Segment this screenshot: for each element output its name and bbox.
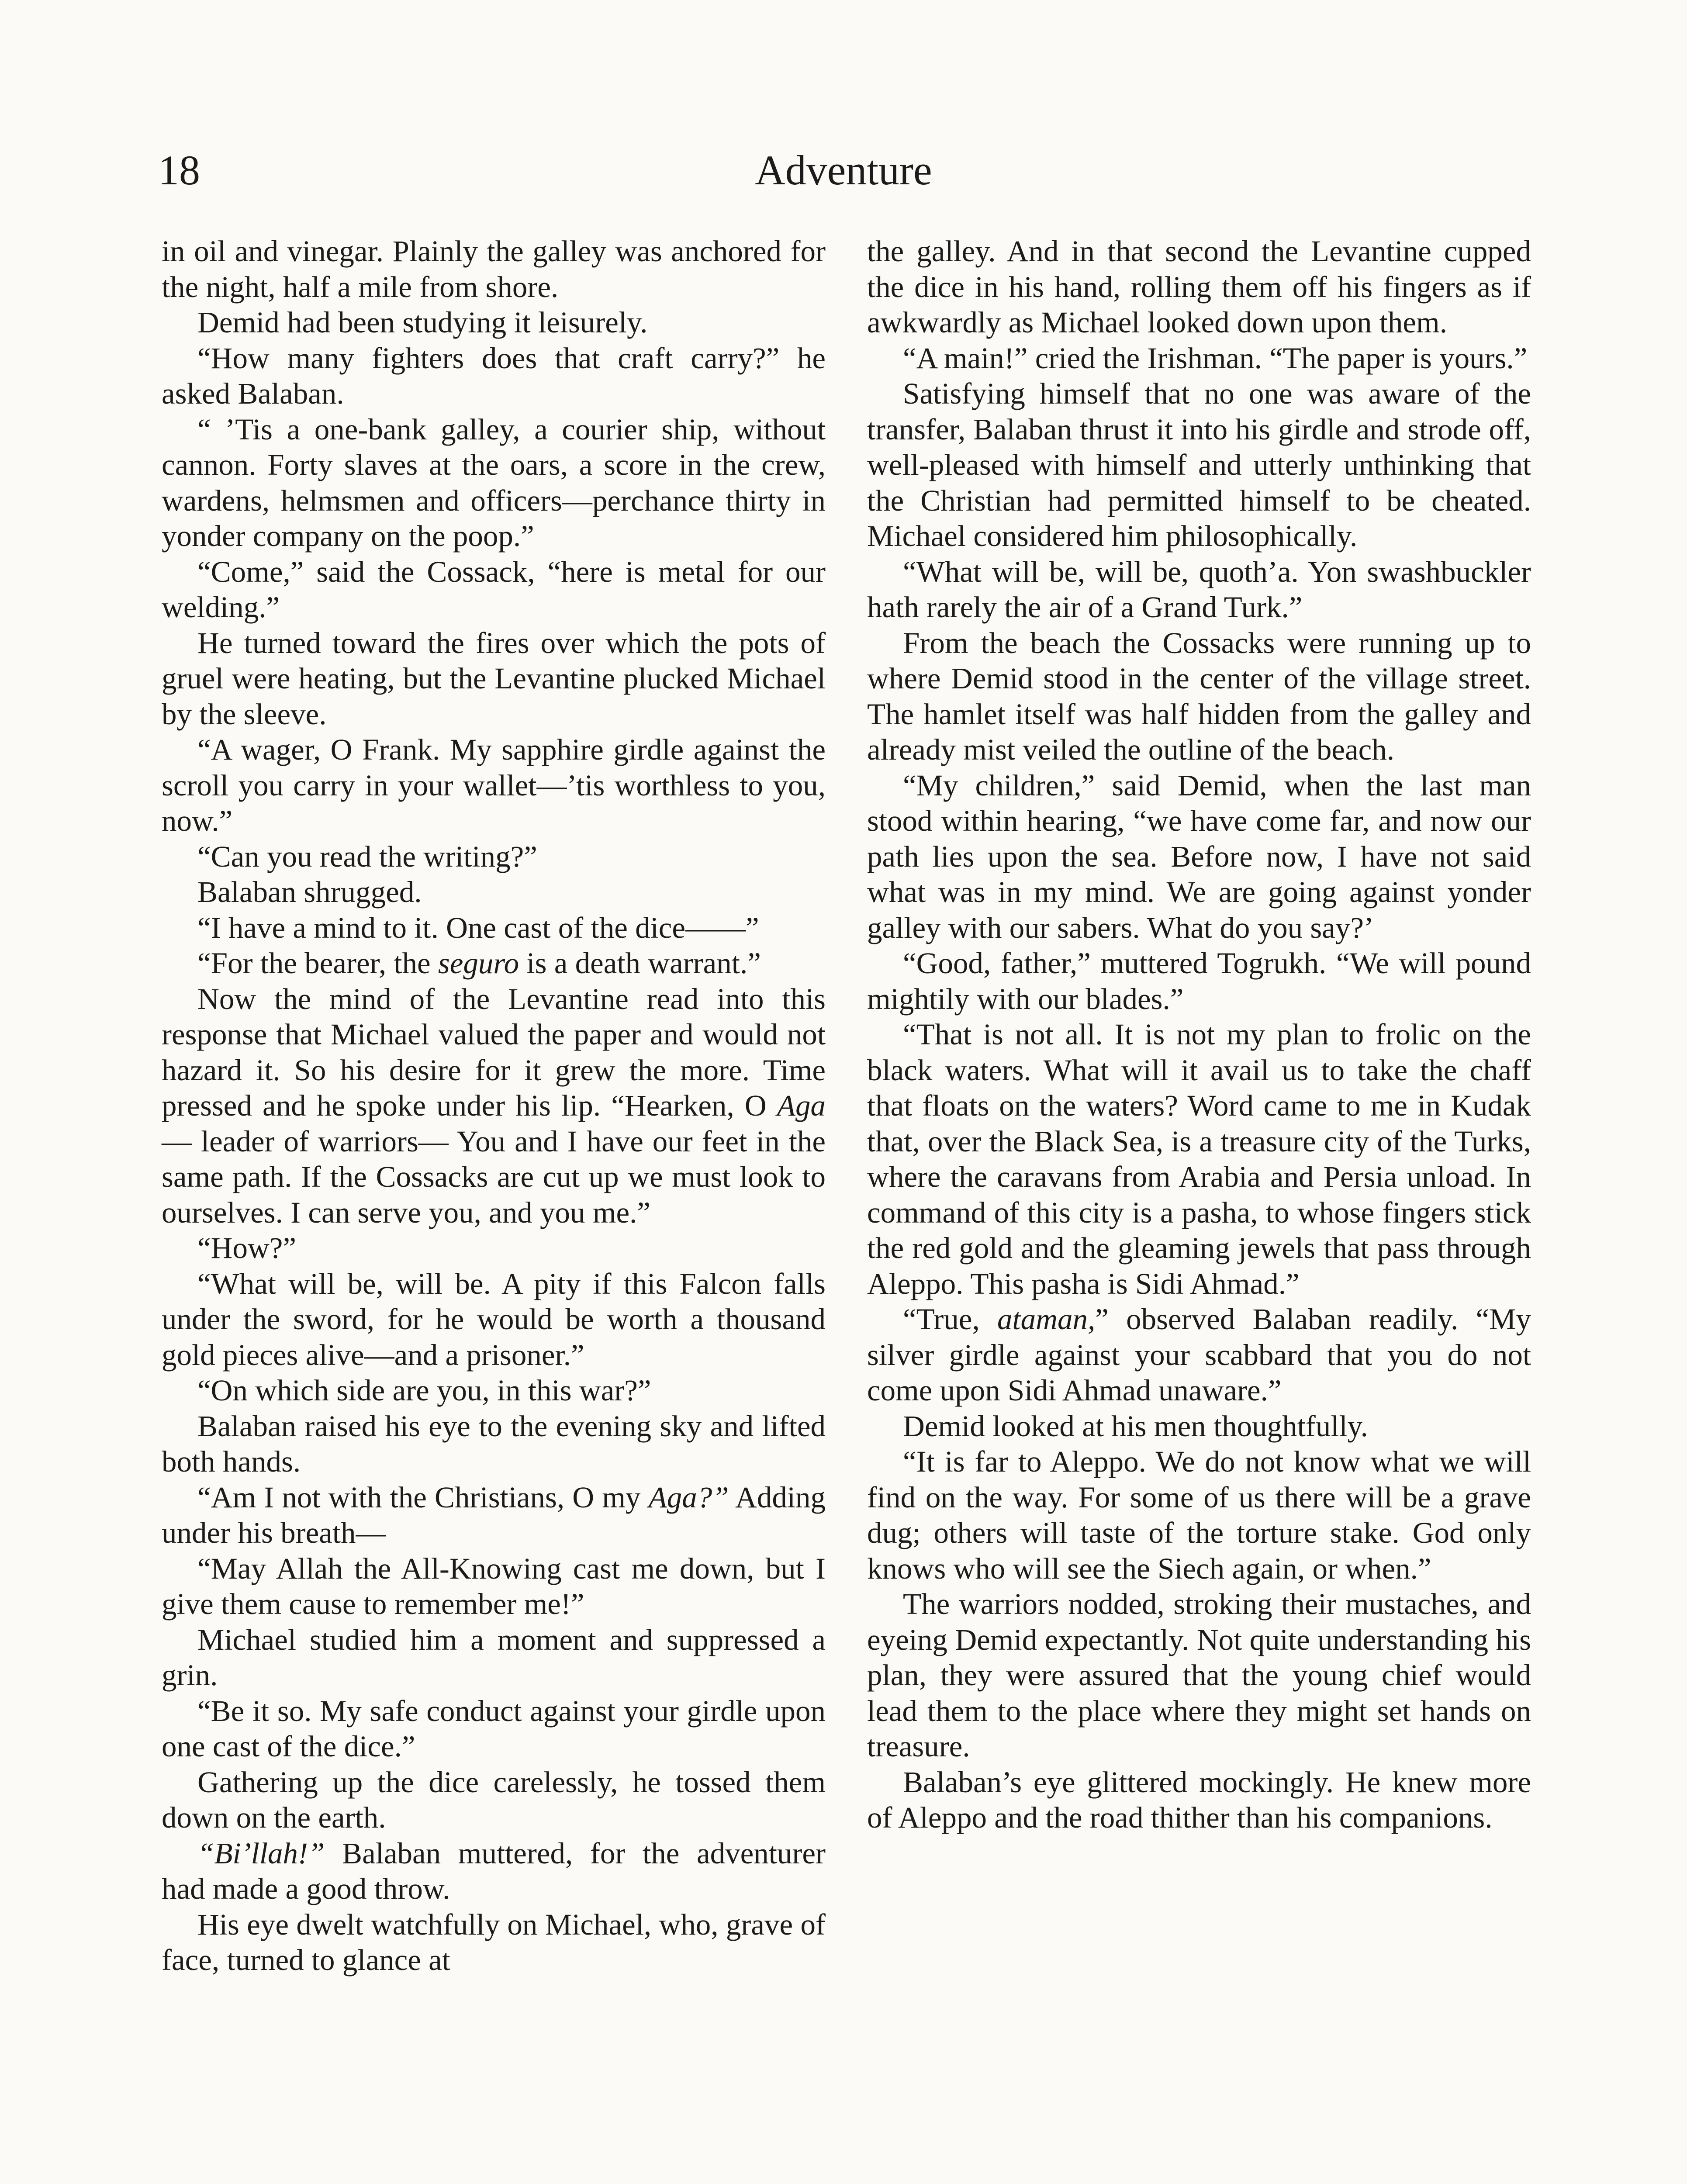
page-header xyxy=(0,144,1687,205)
text-run: ” observed Balaban readily. “My silver girdle against your scabbard that you do not come upon Sidi Ahmad unaware.” xyxy=(867,1303,1531,1407)
paragraph: Demid looked at his men thoughtfully. xyxy=(903,1409,1368,1443)
paragraph: From the beach the Cossacks were running up to where Demid stood in the center of the village street. The hamlet itself was half hidden from the galley and already mist veiled the outline of the beach. xyxy=(867,626,1531,766)
italic-word: Aga?” xyxy=(648,1480,729,1514)
paragraph: “ ’Tis a one-bank galley, a courier ship, without cannon. Forty slaves at the oars, a score in the crew, wardens, helmsmen and officers—perchance thirty in yonder company on the poop.” xyxy=(162,412,826,553)
paragraph xyxy=(162,1836,826,1907)
italic-word: Aga xyxy=(777,1089,826,1122)
paragraph: “My children,” said Demid, when the last man stood within hearing, “we have come far, and now our path lies upon the sea. Before now, I have not said what was in my mind. We are going against yonder galley with our sabers. What do you say?’ xyxy=(867,768,1531,944)
text-run: leader of warriors— You and I have our feet in the same path. If the Cossacks are cut up we must look to ourselves. I can serve you, and you me.” xyxy=(162,1124,826,1229)
text-run: Now the mind of the Levantine read into this response that Michael valued the paper and would not hazard it. So his desire for it grew the more. Time pressed and he spoke under his lip. “Hearken, O xyxy=(162,982,826,1122)
paragraph: “May Allah the All-Knowing cast me down, but I give them cause to remember me!” xyxy=(162,1552,826,1621)
paragraph: in oil and vinegar. Plainly the galley was anchored for the night, half a mile from shore. xyxy=(162,235,826,304)
paragraph xyxy=(867,1302,1531,1409)
page-number: 18 xyxy=(158,147,200,194)
italic-word: “Bi’llah!” xyxy=(197,1836,325,1870)
italic-word: seguro xyxy=(438,947,519,980)
paragraph: He turned toward the fires over which the pots of gruel were heating, but the Levantine plucked Michael by the sleeve. xyxy=(162,626,826,731)
italic-word: ataman, xyxy=(997,1303,1096,1336)
running-title: Adventure xyxy=(755,147,932,194)
text-run: — xyxy=(162,1124,192,1158)
paragraph: “What will be, will be, quoth’a. Yon swashbuckler hath rarely the air of a Grand Turk.” xyxy=(867,555,1531,624)
paragraph: Balaban’s eye glittered mockingly. He knew more of Aleppo and the road thither than his companions. xyxy=(867,1765,1531,1834)
paragraph: “A wager, O Frank. My sapphire girdle against the scroll you carry in your wallet—’tis worthless to you, now.” xyxy=(162,733,826,837)
text-run: “For the bearer, the xyxy=(197,947,438,980)
paragraph: “On which side are you, in this war?” xyxy=(197,1374,651,1407)
paragraph: Gathering up the dice carelessly, he tossed them down on the earth. xyxy=(162,1765,826,1834)
paragraph: “I have a mind to it. One cast of the dice——” xyxy=(197,911,759,944)
paragraph: “Good, father,” muttered Togrukh. “We will pound mightily with our blades.” xyxy=(867,947,1531,1016)
paragraph: the galley. And in that second the Levantine cupped the dice in his hand, rolling them off his fingers as if awkwardly as Michael looked down upon them. xyxy=(867,235,1531,339)
paragraph xyxy=(162,1480,826,1551)
paragraph: Satisfying himself that no one was aware of the transfer, Balaban thrust it into his girdle and strode off, well-pleased with himself and utterly unthinking that the Christian had permitted himself to be cheated. Michael considered him philosophically. xyxy=(867,377,1531,553)
text-run: “Am I not with the Christians, O my xyxy=(197,1480,649,1514)
paragraph: Demid had been studying it leisurely. xyxy=(197,306,648,339)
paragraph: “That is not all. It is not my plan to frolic on the black waters. What will it avail us to take the chaff that floats on the waters? Word came to me in Kudak that, over the Black Sea, is a treasure city of the Turks, where the caravans from Arabia and Persia unload. In command of this city is a pasha, to whose fingers stick the red gold and the gleaming jewels that pass through Aleppo. This pasha is Sidi Ahmad.” xyxy=(867,1018,1531,1300)
text-run: Adding under his breath— xyxy=(162,1480,826,1549)
text-run: “True, xyxy=(903,1303,997,1336)
right-column xyxy=(867,234,1531,1836)
paragraph xyxy=(162,946,826,981)
text-run: Balaban muttered, for the adventurer had made a good throw. xyxy=(162,1836,826,1905)
paragraph: “How?” xyxy=(197,1231,297,1265)
paragraph: “What will be, will be. A pity if this Falcon falls under the sword, for he would be worth a thousand gold pieces alive—and a prisoner.” xyxy=(162,1267,826,1372)
paragraph: His eye dwelt watchfully on Michael, who, grave of face, turned to glance at xyxy=(162,1908,826,1977)
paragraph: Michael studied him a moment and suppressed a grin. xyxy=(162,1623,826,1692)
paragraph: “Come,” said the Cossack, “here is metal for our welding.” xyxy=(162,555,826,624)
text-run: is a death warrant.” xyxy=(519,947,761,980)
paragraph: “A main!” cried the Irishman. “The paper is yours.” xyxy=(903,341,1528,375)
paragraph: Balaban raised his eye to the evening sky and lifted both hands. xyxy=(162,1409,826,1478)
left-column xyxy=(162,234,826,1978)
paragraph: “Be it so. My safe conduct against your girdle upon one cast of the dice.” xyxy=(162,1694,826,1763)
paragraph: “Can you read the writing?” xyxy=(197,840,537,873)
paragraph: “How many fighters does that craft carry?” he asked Balaban. xyxy=(162,341,826,410)
paragraph: Balaban shrugged. xyxy=(197,875,422,909)
paragraph: “It is far to Aleppo. We do not know what we will find on the way. For some of us there will be a grave dug; others will taste of the torture stake. God only knows who will see the Siech again, or when.” xyxy=(867,1445,1531,1585)
paragraph: The warriors nodded, stroking their mustaches, and eyeing Demid expectantly. Not quite understanding his plan, they were assured that the young chief would lead them to the place where they might set hands on treasure. xyxy=(867,1587,1531,1763)
paragraph xyxy=(162,981,826,1231)
